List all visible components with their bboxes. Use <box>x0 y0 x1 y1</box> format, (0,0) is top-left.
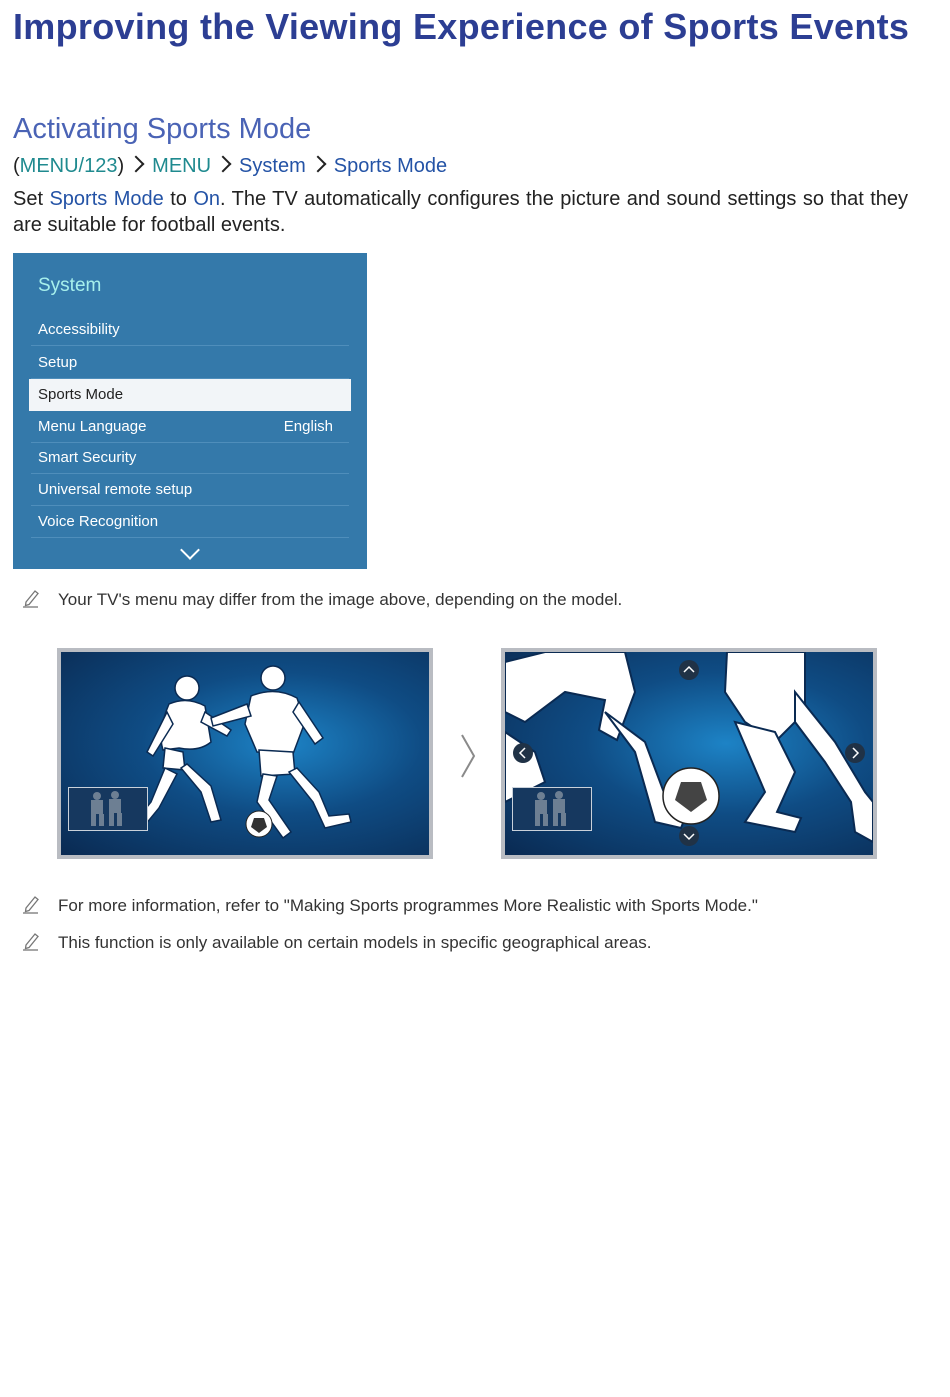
path-close-paren: ) <box>117 155 125 177</box>
menu-item-smart-security[interactable] <box>31 442 349 474</box>
desc-text: to <box>163 188 194 210</box>
menu-item-label: Voice Recognition <box>38 513 159 530</box>
chevron-down-icon <box>679 826 699 846</box>
desc-text: . The TV automatically configures the picture and sound settings so that they are suitable for football events. <box>13 188 909 236</box>
menu-item-sports-mode[interactable] <box>29 379 351 411</box>
menu-path <box>13 155 447 178</box>
path-step-menu: MENU <box>152 155 212 177</box>
menu-item-universal-remote-setup[interactable] <box>31 474 349 506</box>
nav-up-button[interactable] <box>679 660 699 680</box>
pip-thumbnail <box>513 788 591 830</box>
system-menu <box>13 253 367 569</box>
desc-text: Set <box>13 188 50 210</box>
path-open-paren: ( <box>13 155 20 177</box>
menu-item-label: Menu Language <box>38 418 147 435</box>
chevron-right-icon <box>309 156 326 173</box>
pencil-icon <box>22 588 40 608</box>
chevron-right-icon <box>458 733 478 779</box>
chevron-up-icon <box>679 660 699 680</box>
description <box>13 186 908 238</box>
menu-item-value: English <box>283 418 333 435</box>
menu-item-setup[interactable] <box>31 347 349 379</box>
section-title: Activating Sports Mode <box>13 113 312 145</box>
menu-item-voice-recognition[interactable] <box>31 506 349 538</box>
chevron-right-icon <box>128 156 145 173</box>
note-text: Your TV's menu may differ from the image above, depending on the model. <box>58 590 623 609</box>
menu-item-label: Accessibility <box>38 321 120 338</box>
sports-image-zoomed <box>505 652 873 855</box>
menu-item-label: Sports Mode <box>38 386 124 403</box>
nav-right-button[interactable] <box>845 743 865 763</box>
desc-highlight-sports-mode: Sports Mode <box>49 188 164 210</box>
desc-highlight-on: On <box>193 188 220 210</box>
sports-image-normal <box>61 652 429 855</box>
nav-down-button[interactable] <box>679 826 699 846</box>
note-text: This function is only available on certain models in specific geographical areas. <box>58 933 652 952</box>
tv-screen-zoomed <box>501 648 877 859</box>
page-title: Improving the Viewing Experience of Sports Events <box>13 6 910 47</box>
menu-item-menu-language[interactable] <box>31 411 349 443</box>
menu-item-label: Smart Security <box>38 449 137 466</box>
tv-screen-normal <box>57 648 433 859</box>
pencil-icon <box>22 894 40 914</box>
menu-item-label: Universal remote setup <box>38 481 193 498</box>
path-step-sports-mode: Sports Mode <box>333 155 448 177</box>
menu-item-accessibility[interactable] <box>31 314 349 346</box>
path-menu-key: MENU/123 <box>19 155 118 177</box>
chevron-left-icon <box>513 743 533 763</box>
note-text: For more information, refer to "Making Sports programmes More Realistic with Sports Mode." <box>58 896 758 915</box>
chevron-right-icon <box>845 743 865 763</box>
pip-window <box>68 787 148 831</box>
chevron-right-icon <box>215 156 232 173</box>
nav-left-button[interactable] <box>513 743 533 763</box>
path-step-system: System <box>239 155 306 177</box>
pip-window <box>512 787 592 831</box>
menu-title: System <box>38 275 102 296</box>
pencil-icon <box>22 931 40 951</box>
menu-item-label: Setup <box>38 354 78 371</box>
chevron-down-icon[interactable] <box>180 540 200 560</box>
pip-thumbnail <box>69 788 147 830</box>
